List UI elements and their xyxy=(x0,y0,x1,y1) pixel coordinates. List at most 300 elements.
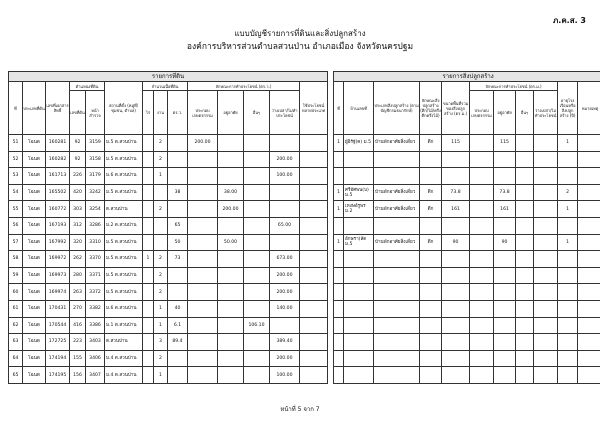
col-building-other: อื่นๆ xyxy=(516,91,534,135)
table-cell xyxy=(188,317,218,334)
table-row xyxy=(9,367,600,384)
table-cell xyxy=(470,267,494,284)
table-cell xyxy=(534,168,558,185)
table-cell xyxy=(534,284,558,301)
table-cell xyxy=(143,168,154,185)
table-cell xyxy=(344,151,374,168)
table-cell: 169974 xyxy=(46,284,70,301)
table-cell xyxy=(420,350,442,367)
table-cell xyxy=(244,350,270,367)
table-cell xyxy=(516,168,534,185)
table-cell xyxy=(442,300,470,317)
table-cell xyxy=(516,350,534,367)
table-cell xyxy=(154,217,168,234)
table-row xyxy=(9,334,600,351)
col-building-size: ขนาดพื้นที่รวมของสิ่งปลูกสร้าง (ตร.ม.) xyxy=(442,82,470,135)
col-building-type: ประเภทสิ่งปลูกสร้าง (ตามบัญชีกรมธนารักษ์) xyxy=(374,82,420,135)
table-cell xyxy=(578,201,600,218)
table-row xyxy=(9,267,600,284)
table-cell: ม.6 ต.สวนป่าน xyxy=(105,300,143,317)
table-cell: โฉนด xyxy=(23,151,46,168)
table-cell: 2 xyxy=(154,267,168,284)
col-note: หมายเหตุ xyxy=(578,82,600,135)
table-cell xyxy=(578,151,600,168)
building-items-header: รายการสิ่งปลูกสร้าง xyxy=(334,72,600,82)
table-cell: 420 xyxy=(70,184,86,201)
table-cell: 38.00 xyxy=(218,184,244,201)
table-cell xyxy=(344,168,374,185)
table-cell: 92 xyxy=(70,135,86,152)
table-cell: 167992 xyxy=(46,234,70,251)
table-cell xyxy=(188,267,218,284)
table-cell: 38 xyxy=(168,184,188,201)
table-cell: 226 xyxy=(70,168,86,185)
table-cell xyxy=(578,267,600,284)
table-cell: 673.00 xyxy=(270,251,300,268)
table-cell: 73 xyxy=(168,251,188,268)
table-cell xyxy=(143,151,154,168)
table-cell xyxy=(578,317,600,334)
table-cell xyxy=(442,334,470,351)
table-cell: โฉนด xyxy=(23,217,46,234)
table-cell xyxy=(218,317,244,334)
area-subheader: จำนวนเนื้อที่ดิน xyxy=(143,82,188,91)
table-cell xyxy=(442,217,470,234)
table-cell: 2 xyxy=(154,284,168,301)
table-cell: 2 xyxy=(558,184,578,201)
table-cell xyxy=(334,284,344,301)
table-cell xyxy=(534,367,558,384)
table-cell: 174195 xyxy=(46,367,70,384)
table-cell xyxy=(494,300,516,317)
table-cell xyxy=(300,300,328,317)
table-cell xyxy=(244,234,270,251)
table-cell: 51 xyxy=(9,135,23,152)
table-cell: โฉนด xyxy=(23,251,46,268)
table-cell xyxy=(218,135,244,152)
table-cell: ตึก xyxy=(420,234,442,251)
table-row xyxy=(9,284,600,301)
table-cell: ศรีอัศพน(บ) ม.5 xyxy=(344,184,374,201)
table-cell xyxy=(270,201,300,218)
table-cell xyxy=(578,350,600,367)
table-cell: 167193 xyxy=(46,217,70,234)
table-row xyxy=(9,184,600,201)
table-cell: 3406 xyxy=(86,350,105,367)
table-cell xyxy=(442,168,470,185)
table-cell: 56 xyxy=(9,217,23,234)
table-cell xyxy=(442,367,470,384)
table-cell xyxy=(218,350,244,367)
table-cell xyxy=(374,317,420,334)
table-cell xyxy=(270,184,300,201)
table-cell xyxy=(470,334,494,351)
table-cell xyxy=(374,168,420,185)
table-cell: ม.6 ต.สวนป่าน xyxy=(105,168,143,185)
table-row xyxy=(9,234,600,251)
table-cell xyxy=(578,184,600,201)
table-cell: 2 xyxy=(154,251,168,268)
table-cell xyxy=(218,251,244,268)
col-ngan: งาน xyxy=(154,91,168,135)
document-title: แบบบัญชีรายการที่ดินและสิ่งปลูกสร้าง xyxy=(234,29,366,38)
table-cell: โฉนด xyxy=(23,168,46,185)
table-cell xyxy=(300,267,328,284)
table-cell: 1 xyxy=(154,317,168,334)
table-cell xyxy=(143,300,154,317)
table-row xyxy=(9,350,600,367)
table-cell xyxy=(168,350,188,367)
table-cell: 1 xyxy=(558,201,578,218)
col-other: อื่นๆ xyxy=(244,91,270,135)
table-cell xyxy=(470,168,494,185)
table-cell xyxy=(516,367,534,384)
table-cell: 223 xyxy=(70,334,86,351)
table-cell xyxy=(168,201,188,218)
table-cell xyxy=(534,317,558,334)
table-cell: 280 xyxy=(70,267,86,284)
table-cell xyxy=(244,334,270,351)
col-building-residential: อยู่อาศัย xyxy=(494,91,516,135)
table-cell xyxy=(420,300,442,317)
table-cell: 1 xyxy=(154,300,168,317)
table-cell xyxy=(516,201,534,218)
table-cell: 90 xyxy=(442,234,470,251)
table-cell: 2 xyxy=(154,350,168,367)
table-cell xyxy=(188,217,218,234)
table-cell: ต.สวนป่าน xyxy=(105,201,143,218)
table-cell xyxy=(420,217,442,234)
table-cell xyxy=(420,334,442,351)
table-cell: 200.00 xyxy=(188,135,218,152)
table-cell: 1 xyxy=(558,234,578,251)
table-cell: โฉนด xyxy=(23,367,46,384)
table-cell xyxy=(218,217,244,234)
table-body xyxy=(9,135,600,384)
table-cell: ม.5 ต.สวนป่าน xyxy=(105,284,143,301)
col-survey-page: หน้าสำรวจ xyxy=(86,91,105,135)
table-cell xyxy=(244,300,270,317)
table-cell xyxy=(300,184,328,201)
table-cell: บ้านพักอาศัยสิ่งเดี่ยว xyxy=(374,135,420,152)
table-cell xyxy=(270,317,300,334)
table-cell: โฉนด xyxy=(23,234,46,251)
table-cell xyxy=(534,251,558,268)
col-building-vacant: ว่างเปล่า/ไม่ทำประโยชน์ xyxy=(534,91,558,135)
table-cell xyxy=(470,151,494,168)
table-cell: โฉนด xyxy=(23,350,46,367)
table-cell: ม.5 ต.สวนป่าน xyxy=(105,267,143,284)
table-cell xyxy=(168,267,188,284)
table-cell xyxy=(470,217,494,234)
table-cell xyxy=(578,234,600,251)
col-building-agriculture: ประกอบเกษตรกรรม xyxy=(470,91,494,135)
table-cell xyxy=(420,367,442,384)
table-cell xyxy=(300,350,328,367)
table-cell xyxy=(516,217,534,234)
table-cell: 262 xyxy=(70,251,86,268)
table-cell xyxy=(188,184,218,201)
table-cell: ตึก xyxy=(420,184,442,201)
table-cell xyxy=(244,201,270,218)
table-cell xyxy=(578,251,600,268)
table-cell xyxy=(534,300,558,317)
table-cell: 100.00 xyxy=(270,168,300,185)
table-cell xyxy=(188,284,218,301)
table-cell: 3407 xyxy=(86,367,105,384)
table-cell: 3310 xyxy=(86,234,105,251)
table-cell xyxy=(344,300,374,317)
table-cell xyxy=(494,367,516,384)
table-cell xyxy=(420,267,442,284)
table-cell: ต.สวนป่าน xyxy=(105,334,143,351)
table-cell: 3254 xyxy=(86,201,105,218)
table-cell: 156 xyxy=(70,367,86,384)
table-cell xyxy=(534,217,558,234)
table-cell: 160772 xyxy=(46,201,70,218)
table-cell xyxy=(558,251,578,268)
table-cell: บ้านพักอาศัยสิ่งเดี่ยว xyxy=(374,234,420,251)
table-cell xyxy=(334,251,344,268)
table-cell xyxy=(494,334,516,351)
table-cell xyxy=(168,367,188,384)
table-cell: 50 xyxy=(168,234,188,251)
table-row xyxy=(9,135,600,152)
table-cell: 63 xyxy=(9,334,23,351)
table-cell xyxy=(244,151,270,168)
table-cell xyxy=(578,217,600,234)
table-cell xyxy=(168,284,188,301)
table-cell xyxy=(420,251,442,268)
table-cell xyxy=(188,300,218,317)
table-cell xyxy=(442,284,470,301)
table-cell: 3386 xyxy=(86,317,105,334)
col-house-no: บ้านเลขที่ xyxy=(344,82,374,135)
table-cell: 3242 xyxy=(86,184,105,201)
table-cell xyxy=(300,367,328,384)
table-cell: 161 xyxy=(494,201,516,218)
table-cell: โฉนด xyxy=(23,201,46,218)
table-cell xyxy=(143,367,154,384)
table-cell: 312 xyxy=(70,217,86,234)
table-cell xyxy=(494,251,516,268)
col-building-no: ที่ xyxy=(334,82,344,135)
table-cell xyxy=(470,300,494,317)
table-cell xyxy=(420,284,442,301)
table-cell xyxy=(143,184,154,201)
table-cell xyxy=(534,334,558,351)
table-cell xyxy=(143,284,154,301)
table-cell xyxy=(558,300,578,317)
table-cell: 160282 xyxy=(46,151,70,168)
table-cell xyxy=(494,168,516,185)
table-cell: ตึก xyxy=(420,201,442,218)
col-residential: อยู่อาศัย xyxy=(218,91,244,135)
table-cell xyxy=(534,151,558,168)
table-cell: 57 xyxy=(9,234,23,251)
table-cell: ม.5 ต.สวนป่าน xyxy=(105,151,143,168)
table-cell xyxy=(334,334,344,351)
table-cell xyxy=(244,168,270,185)
table-cell xyxy=(244,217,270,234)
table-cell xyxy=(344,317,374,334)
table-cell xyxy=(143,334,154,351)
table-cell: 160281 xyxy=(46,135,70,152)
table-cell: โฉนด xyxy=(23,184,46,201)
table-cell xyxy=(244,184,270,201)
table-cell: 3371 xyxy=(86,267,105,284)
table-cell: ม.4 ต.สวนป่าน xyxy=(105,350,143,367)
table-cell xyxy=(244,284,270,301)
table-cell: 2 xyxy=(154,201,168,218)
table-cell: โฉนด xyxy=(23,334,46,351)
table-cell xyxy=(334,151,344,168)
table-cell: 90 xyxy=(494,234,516,251)
table-cell: 161 xyxy=(442,201,470,218)
table-cell xyxy=(374,334,420,351)
col-land-no: เลขที่ดิน xyxy=(70,91,86,135)
table-cell xyxy=(516,184,534,201)
table-cell xyxy=(516,284,534,301)
table-cell xyxy=(494,217,516,234)
table-cell xyxy=(516,151,534,168)
col-rai: ไร่ xyxy=(143,91,154,135)
table-cell xyxy=(374,350,420,367)
col-building-age: อายุโรงเรือนหรือสิ่งปลูกสร้าง (ปี) xyxy=(558,82,578,135)
table-cell xyxy=(334,350,344,367)
table-cell: อักษรา(ลัด ม.5 xyxy=(344,234,374,251)
table-cell xyxy=(334,367,344,384)
table-cell xyxy=(374,251,420,268)
table-cell xyxy=(442,151,470,168)
table-cell xyxy=(516,317,534,334)
table-cell xyxy=(188,201,218,218)
table-cell xyxy=(218,367,244,384)
table-row xyxy=(9,317,600,334)
table-cell xyxy=(470,184,494,201)
table-cell xyxy=(168,135,188,152)
document-subtitle: องค์การบริหารส่วนตำบลสวนป่าน อำเภอเมือง จังหวัดนครปฐม xyxy=(186,42,414,52)
table-cell xyxy=(244,251,270,268)
table-cell xyxy=(534,184,558,201)
table-row xyxy=(9,251,600,268)
table-cell: 1 xyxy=(334,184,344,201)
table-cell: 54 xyxy=(9,184,23,201)
col-building-kind: ลักษณะสิ่งปลูกสร้าง (ตึก/ไม้/ครึ่งตึกครึ่งไม้) xyxy=(420,82,442,135)
table-cell: 2 xyxy=(154,135,168,152)
table-cell: ม.5 ต.สวนป่าน xyxy=(105,251,143,268)
table-cell xyxy=(244,267,270,284)
table-cell xyxy=(154,184,168,201)
table-cell: 6.1 xyxy=(168,317,188,334)
table-cell: ม.5 ต.สวนป่าน xyxy=(105,135,143,152)
table-cell xyxy=(494,350,516,367)
table-cell xyxy=(494,267,516,284)
col-place: สถานที่ตั้ง (หมู่ที่/ชุมชน, ตำบล) xyxy=(105,82,143,135)
col-agriculture: ประกอบเกษตรกรรม xyxy=(188,91,218,135)
table-cell xyxy=(470,234,494,251)
table-cell: 200.00 xyxy=(270,350,300,367)
col-no: ที่ xyxy=(9,82,23,135)
table-cell: บ้านพักอาศัยสิ่งเดี่ยว xyxy=(374,184,420,201)
table-cell xyxy=(516,334,534,351)
form-code: ภ.ค.ส. 3 xyxy=(553,16,586,25)
table-cell: เหงษอ์รูพร ม.2 xyxy=(344,201,374,218)
table-cell: 58 xyxy=(9,251,23,268)
table-cell: 65.00 xyxy=(270,217,300,234)
table-cell xyxy=(300,317,328,334)
table-cell xyxy=(218,334,244,351)
col-deed-type: ประเภทที่ดิน xyxy=(23,82,46,135)
table-cell xyxy=(558,217,578,234)
table-cell: 115 xyxy=(442,135,470,152)
table-cell xyxy=(558,168,578,185)
table-cell xyxy=(143,217,154,234)
table-cell: 3403 xyxy=(86,334,105,351)
table-cell xyxy=(300,151,328,168)
table-cell xyxy=(516,135,534,152)
table-cell: 65 xyxy=(9,367,23,384)
table-cell xyxy=(344,267,374,284)
table-cell xyxy=(558,267,578,284)
table-cell: 3159 xyxy=(86,135,105,152)
table-cell xyxy=(494,151,516,168)
table-cell xyxy=(244,367,270,384)
table-cell xyxy=(300,234,328,251)
table-cell xyxy=(558,350,578,367)
table-cell: 1 xyxy=(558,135,578,152)
table-cell xyxy=(188,151,218,168)
table-cell: 59 xyxy=(9,267,23,284)
table-cell: 303 xyxy=(70,201,86,218)
table-cell: 3179 xyxy=(86,168,105,185)
table-cell: 155 xyxy=(70,350,86,367)
table-cell xyxy=(188,350,218,367)
table-cell: 165502 xyxy=(46,184,70,201)
table-cell: 60 xyxy=(9,284,23,301)
table-cell: โฉนด xyxy=(23,300,46,317)
table-cell: 1 xyxy=(154,168,168,185)
table-cell xyxy=(374,367,420,384)
table-cell xyxy=(218,284,244,301)
table-cell xyxy=(218,151,244,168)
table-cell xyxy=(470,135,494,152)
table-cell: 3158 xyxy=(86,151,105,168)
table-cell xyxy=(374,284,420,301)
table-cell xyxy=(143,317,154,334)
table-cell xyxy=(334,300,344,317)
table-cell xyxy=(494,317,516,334)
table-cell: 100.00 xyxy=(270,367,300,384)
table-cell: 200.00 xyxy=(270,284,300,301)
table-cell xyxy=(143,350,154,367)
table-cell xyxy=(470,251,494,268)
table-cell: 2 xyxy=(154,151,168,168)
table-cell xyxy=(470,284,494,301)
table-cell xyxy=(516,267,534,284)
table-cell: 52 xyxy=(9,151,23,168)
table-cell: 270 xyxy=(70,300,86,317)
table-cell: 40 xyxy=(168,300,188,317)
table-cell xyxy=(442,317,470,334)
table-cell xyxy=(470,317,494,334)
table-cell: 53 xyxy=(9,168,23,185)
table-cell xyxy=(300,217,328,234)
table-cell: ม.5 ต.สวนป่าน xyxy=(105,234,143,251)
table-cell: 73.8 xyxy=(442,184,470,201)
table-cell xyxy=(334,217,344,234)
land-items-header: รายการที่ดิน xyxy=(9,72,328,82)
